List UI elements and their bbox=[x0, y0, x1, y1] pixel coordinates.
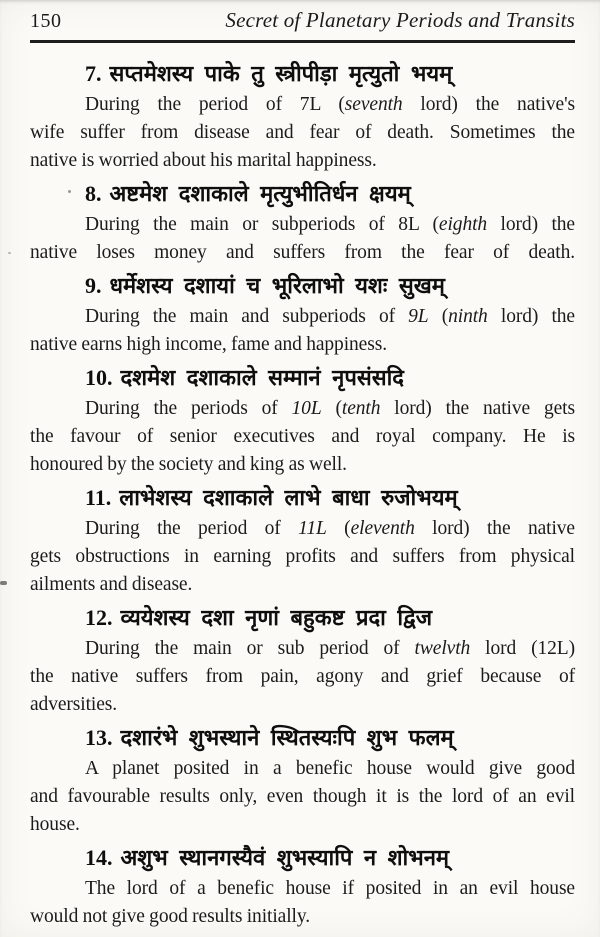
text-line: During the main or subperiods of 8L (eighth lord) the bbox=[85, 214, 575, 235]
text-line: During the period of 11L (eleventh lord) the native bbox=[85, 518, 575, 539]
page-body bbox=[30, 43, 575, 931]
verse-sanskrit: दशमेश दशाकाले सम्मानं नृपसंसदि bbox=[120, 365, 404, 390]
text-line: honoured by the society and king as well. bbox=[30, 454, 347, 475]
page-header bbox=[30, 6, 575, 43]
verse-translation-10 bbox=[30, 395, 575, 479]
text-line: the favour of senior executives and royal company. He is bbox=[30, 426, 575, 447]
verse-number: 11. bbox=[85, 485, 112, 510]
running-title: Secret of Planetary Periods and Transits bbox=[225, 8, 575, 32]
verse-heading-10 bbox=[85, 362, 575, 393]
verse-translation-14 bbox=[30, 875, 575, 931]
verse-heading-9 bbox=[85, 270, 575, 301]
text-line: native loses money and suffers from the fear of death. bbox=[30, 242, 575, 263]
verse-translation-11 bbox=[30, 515, 575, 599]
verse-translation-13 bbox=[30, 755, 575, 839]
verse-sanskrit: अष्टमेश दशाकाले मृत्युभीतिर्धन क्षयम् bbox=[109, 181, 411, 206]
text-line: the native suffers from pain, agony and grief because of bbox=[30, 666, 575, 687]
verse-number: 7. bbox=[85, 61, 102, 86]
text-line: During the period of 7L (seventh lord) the native's bbox=[85, 94, 575, 115]
verse-heading-7 bbox=[85, 58, 575, 89]
text-line: During the main or sub period of twelvth lord (12L) bbox=[85, 638, 575, 659]
verse-sanskrit: व्ययेशस्य दशा नृणां बहुकष्ट प्रदा द्विज bbox=[120, 605, 433, 630]
verse-number: 12. bbox=[85, 605, 113, 630]
text-line: ailments and disease. bbox=[30, 574, 193, 595]
verse-sanskrit: सप्तमेशस्य पाके तु स्त्रीपीड़ा मृत्युतो भयम् bbox=[109, 61, 453, 86]
text-line: adversities. bbox=[30, 694, 118, 715]
scan-artifact bbox=[68, 190, 71, 193]
verse-heading-14 bbox=[85, 842, 575, 873]
text-line: wife suffer from disease and fear of death. Sometimes the bbox=[30, 122, 575, 143]
text-line: native is worried about his marital happiness. bbox=[30, 150, 377, 171]
verse-number: 9. bbox=[85, 273, 102, 298]
text-line: The lord of a benefic house if posited in an evil house bbox=[85, 878, 575, 899]
verse-translation-12 bbox=[30, 635, 575, 719]
text-line: A planet posited in a benefic house would give good bbox=[85, 758, 575, 779]
verse-heading-12 bbox=[85, 602, 575, 633]
text-line: house. bbox=[30, 814, 80, 835]
text-line: During the periods of 10L (tenth lord) the native gets bbox=[85, 398, 575, 419]
text-line: native earns high income, fame and happiness. bbox=[30, 334, 387, 355]
verse-sanskrit: दशारंभे शुभस्थाने स्थितस्यःपि शुभ फलम् bbox=[120, 725, 454, 750]
page-number: 150 bbox=[30, 10, 62, 32]
verse-sanskrit: धर्मेशस्य दशायां च भूरिलाभो यशः सुखम् bbox=[109, 273, 445, 298]
verse-number: 13. bbox=[85, 725, 113, 750]
verse-heading-13 bbox=[85, 722, 575, 753]
verse-translation-7 bbox=[30, 91, 575, 175]
verse-sanskrit: अशुभ स्थानगस्यैवं शुभस्यापि न शोभनम् bbox=[120, 845, 450, 870]
scan-artifact bbox=[8, 252, 11, 254]
verse-heading-11 bbox=[85, 482, 575, 513]
verse-number: 8. bbox=[85, 181, 102, 206]
verse-sanskrit: लाभेशस्य दशाकाले लाभे बाधा रुजोभयम् bbox=[119, 485, 458, 510]
text-line: During the main and subperiods of 9L (ninth lord) the bbox=[85, 306, 575, 327]
verse-translation-9 bbox=[30, 303, 575, 359]
text-line: and favourable results only, even though it is the lord of an evil bbox=[30, 786, 575, 807]
text-line: would not give good results initially. bbox=[30, 906, 310, 927]
verse-number: 10. bbox=[85, 365, 113, 390]
verse-heading-8 bbox=[85, 178, 575, 209]
verse-number: 14. bbox=[85, 845, 113, 870]
scan-artifact bbox=[0, 581, 7, 585]
verse-translation-8 bbox=[30, 211, 575, 267]
text-line: gets obstructions in earning profits and suffers from physical bbox=[30, 546, 575, 567]
